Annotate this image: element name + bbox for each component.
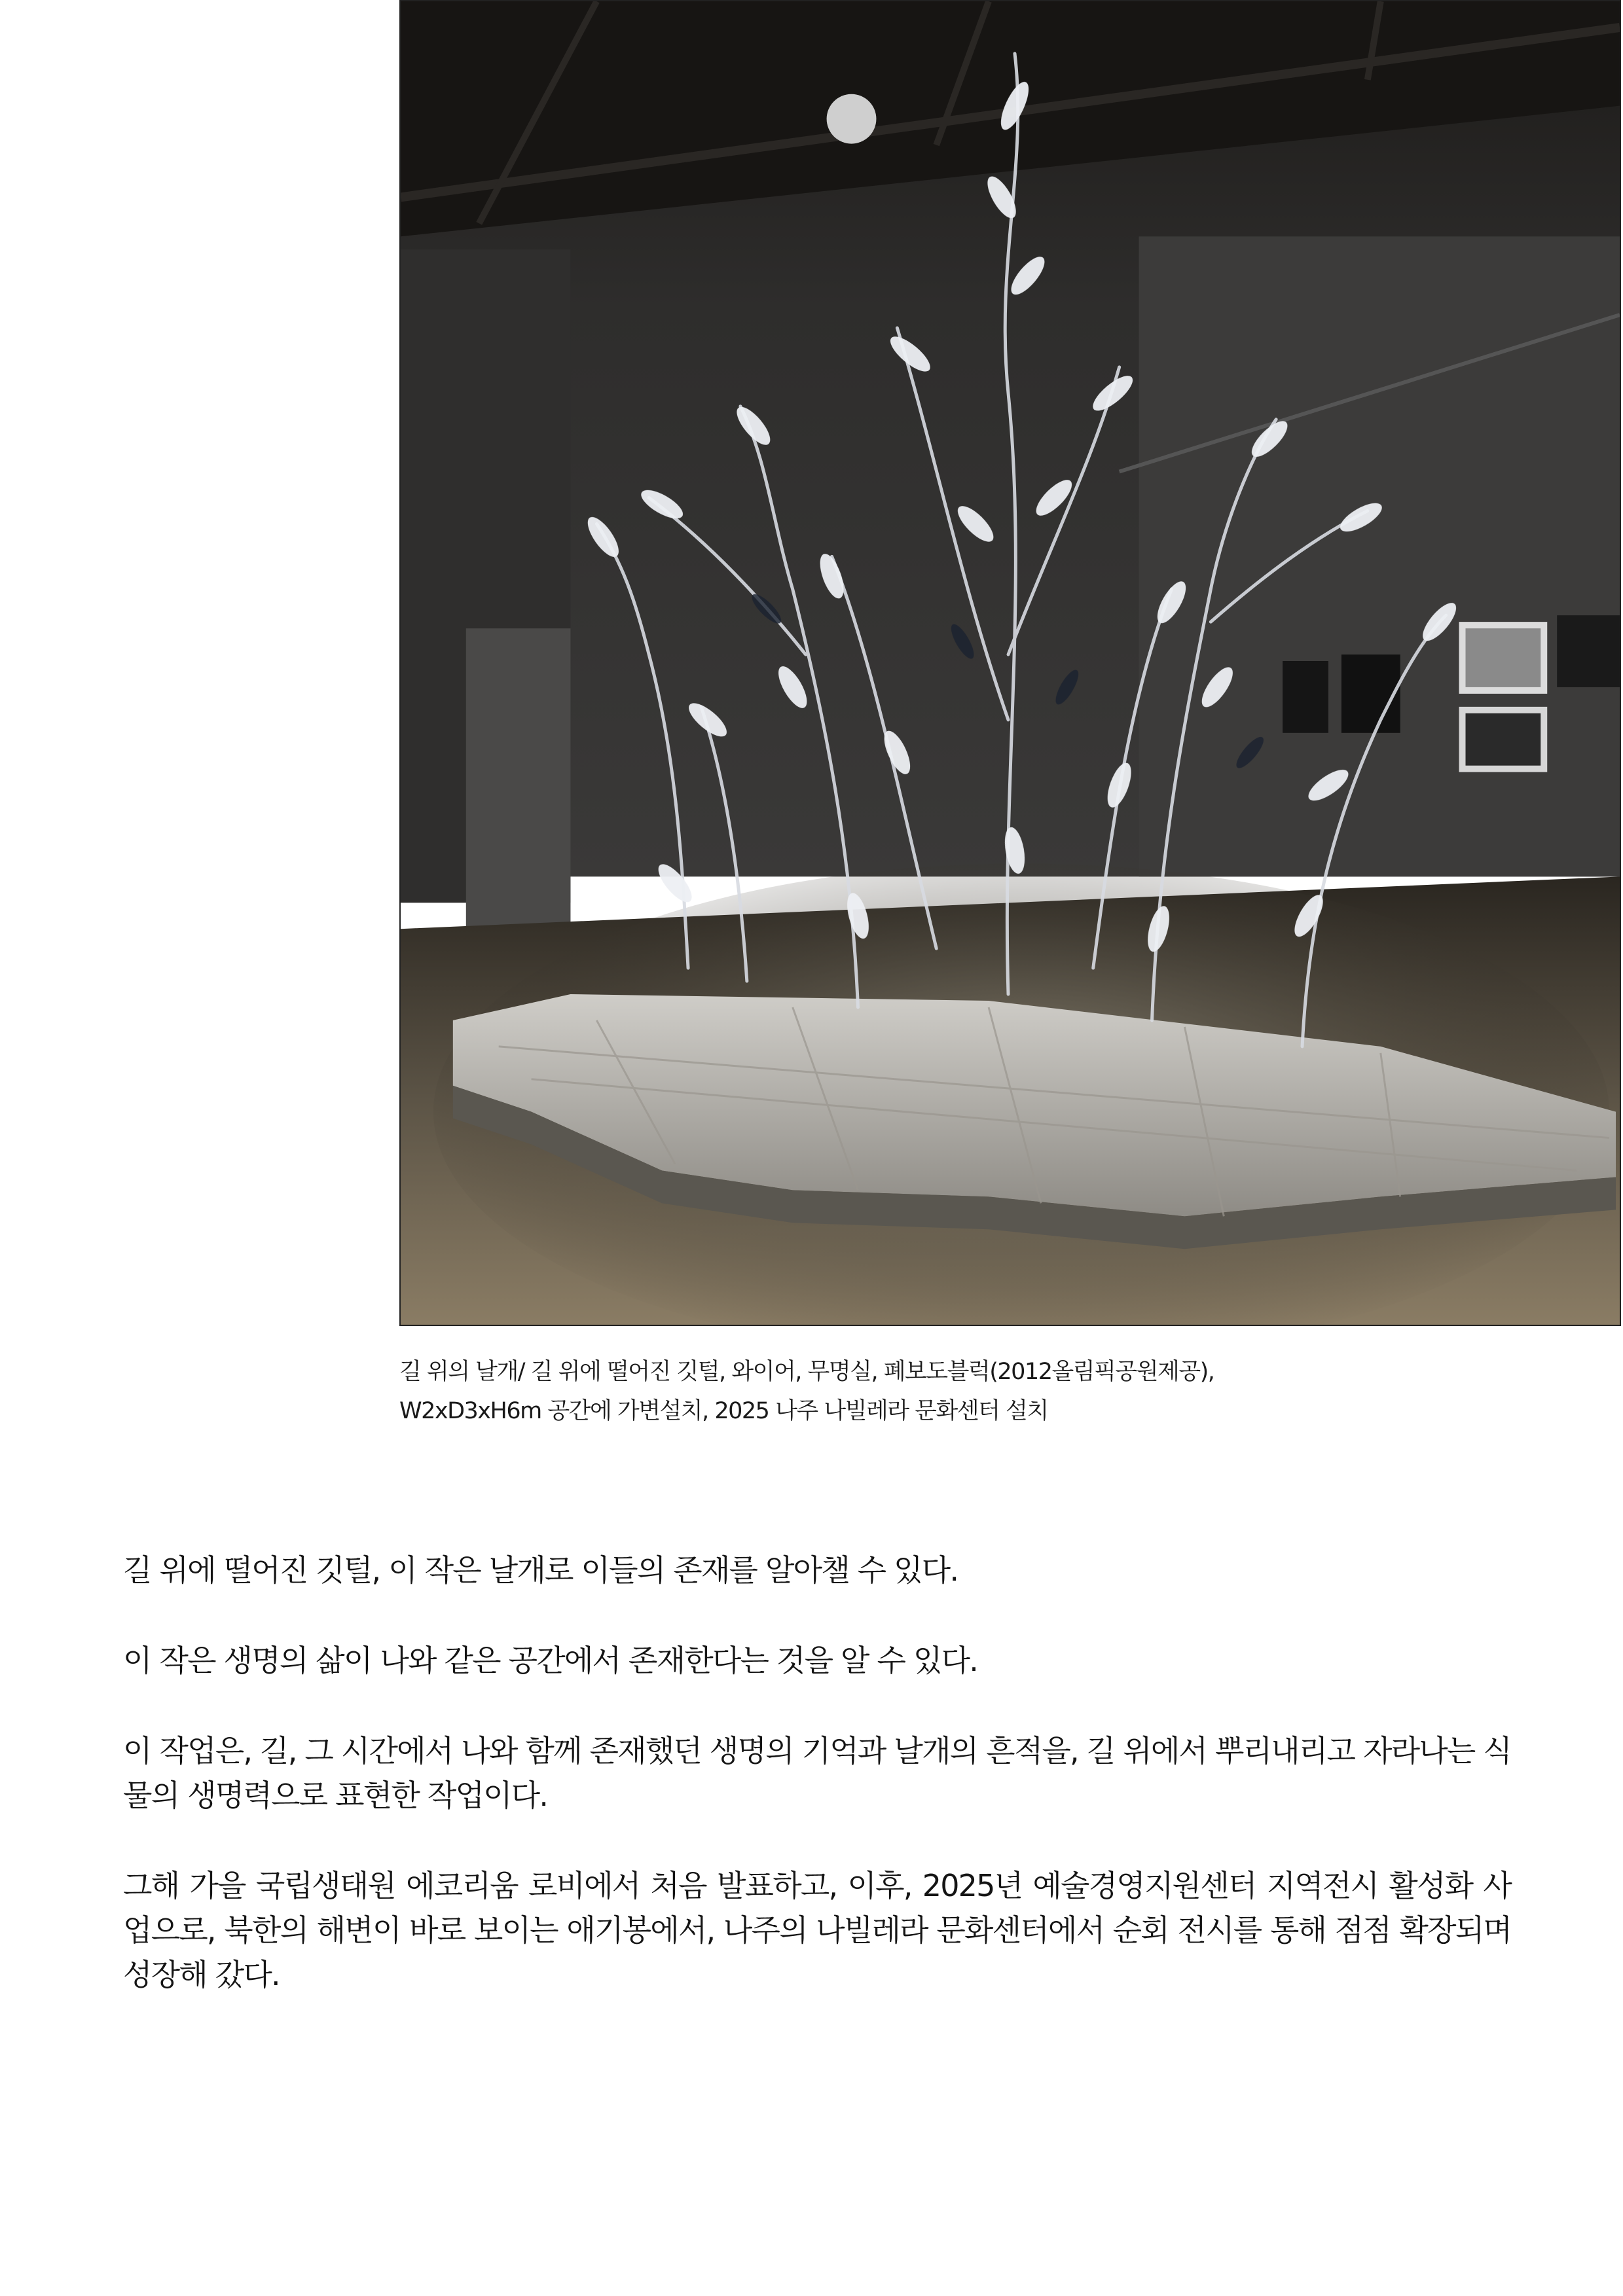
paragraph-4: 그해 가을 국립생태원 에코리움 로비에서 처음 발표하고, 이후, 2025년 예술경영지원센터 지역전시 활성화 사업으로, 북한의 해변이 바로 보이는 애기봉에서, 나주의 나빌레라 문화센터에서 순회 전시를 통해 점점 확장되며 성장해 갔다. — [123, 1868, 1511, 1992]
caption-line-1: 길 위의 날개/ 길 위에 떨어진 깃털, 와이어, 무명실, 폐보도블럭(2012올림픽공원제공), — [399, 1359, 1214, 1385]
body-text — [123, 1548, 1511, 2043]
caption-line-2: W2xD3xH6m 공간에 가변설치, 2025 나주 나빌레라 문화센터 설치 — [399, 1398, 1048, 1424]
paragraph-1: 길 위에 떨어진 깃털, 이 작은 날개로 이들의 존재를 알아챌 수 있다. — [123, 1552, 958, 1588]
artwork-photo — [399, 0, 1621, 1326]
photo-caption — [399, 1352, 1565, 1431]
paragraph-2: 이 작은 생명의 삶이 나와 같은 공간에서 존재한다는 것을 알 수 있다. — [123, 1643, 978, 1678]
artwork-photo-graphic — [401, 1, 1620, 1325]
paragraph-3: 이 작업은, 길, 그 시간에서 나와 함께 존재했던 생명의 기억과 날개의 흔적을, 길 위에서 뿌리내리고 자라나는 식물의 생명력으로 표현한 작업이다. — [123, 1733, 1511, 1813]
